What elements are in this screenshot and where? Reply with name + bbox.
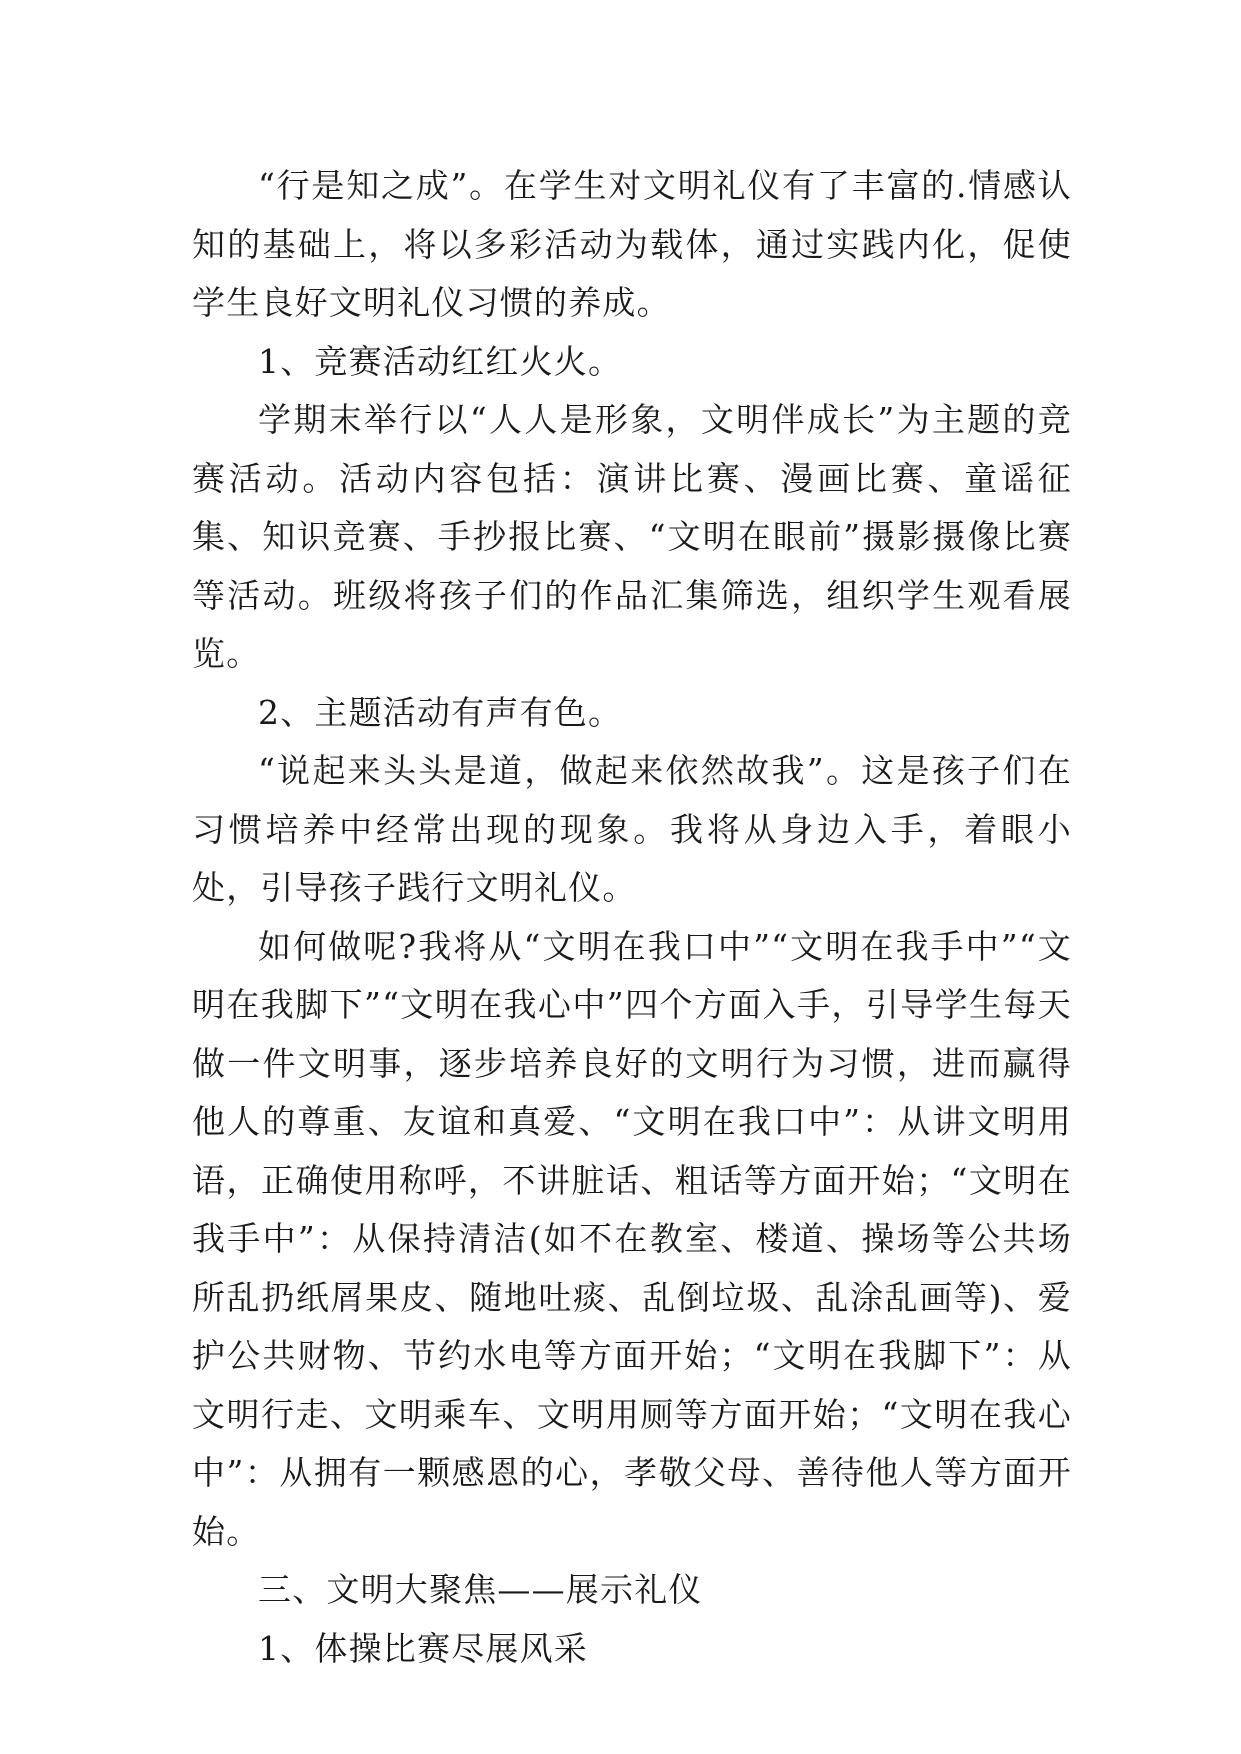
paragraph: 如何做呢?我将从“文明在我口中”“文明在我手中”“文明在我脚下”“文明在我心中”四个方面入手，引导学生每天做一件文明事，逐步培养良好的文明行为习惯，进而赢得他人的尊重、友谊和真爱、“文明在我口中”：从讲文明用语，正确使用称呼，不讲脏话、粗话等方面开始；“文明在我手中”：从保持清洁(如不在教室、楼道、操场等公共场所乱扔纸屑果皮、随地吐痰、乱倒垃圾、乱涂乱画等)、爱护公共财物、节约水电等方面开始；“文明在我脚下”：从文明行走、文明乘车、文明用厕等方面开始；“文明在我心中”：从拥有一颗感恩的心，孝敬父母、善待他人等方面开始。 xyxy=(192,926,1072,1551)
section-heading: 1、体操比赛尽展风采 xyxy=(258,1628,588,1668)
document-body xyxy=(192,157,1072,1678)
paragraph: “说起来头头是道，做起来依然故我”。这是孩子们在习惯培养中经常出现的现象。我将从身边入手，着眼小处，引导孩子践行文明礼仪。 xyxy=(192,751,1072,907)
section-heading: 2、主题活动有声有色。 xyxy=(258,692,623,732)
paragraph: “行是知之成”。在学生对文明礼仪有了丰富的.情感认知的基础上，将以多彩活动为载体，通过实践内化，促使学生良好文明礼仪习惯的养成。 xyxy=(192,166,1072,322)
section-heading: 1、竞赛活动红红火火。 xyxy=(258,341,623,381)
section-heading: 三、文明大聚焦——展示礼仪 xyxy=(258,1570,703,1609)
paragraph: 学期末举行以“人人是形象，文明伴成长”为主题的竞赛活动。活动内容包括：演讲比赛、漫画比赛、童谣征集、知识竞赛、手抄报比赛、“文明在眼前”摄影摄像比赛等活动。班级将孩子们的作品汇集筛选，组织学生观看展览。 xyxy=(192,400,1072,673)
